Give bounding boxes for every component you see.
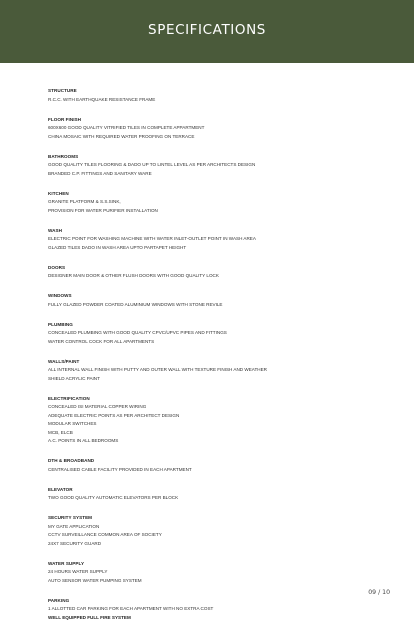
spec-line: A.C. POINTS IN ALL BEDROOMS (48, 438, 119, 443)
spec-line: ELECTRIC POINT FOR WASHING MACHINE WITH WATER INLET-OUTLET POINT IN WASH AREA (48, 236, 256, 242)
spec-section-elevator (48, 486, 378, 503)
spec-section-doors (48, 264, 378, 281)
spec-line: 24X7 SECURITY GUARD (48, 540, 102, 546)
section-title: DOORS (48, 264, 66, 270)
spec-line: ALL INTERNAL WALL FINISH WITH PUTTY AND OUTER WALL WITH TEXTURE FINISH AND WEATHER (48, 367, 267, 373)
spec-line: MY GATE APPLICATION (48, 523, 100, 529)
spec-line: R.C.C. WITH EARTHQUAKE RESISTANCE FRAME (48, 96, 156, 102)
section-title: DTH & BROADBAND (48, 458, 95, 463)
spec-line: ADEQUATE ELECTRIC POINTS AS PER ARCHITECT DESIGN (48, 412, 180, 418)
section-title: ELEVATOR (48, 486, 73, 492)
section-title: ELECTRIFICATION (48, 395, 90, 401)
spec-line: TWO GOOD QUALITY AUTOMATIC ELEVATORS PER BLOCK (48, 495, 179, 501)
spec-line: CENTRALISED CABLE FACILITY PROVIDED IN EACH APARTMENT (48, 466, 192, 472)
spec-line: GRANITE PLATFORM & S.S.SINK, (48, 199, 121, 205)
spec-section-structure (48, 87, 378, 104)
spec-line: GLAZED TILES DADO IN WASH AREA UPTO PARTAPET HEIGHT (48, 244, 187, 250)
spec-line: MODULAR SWITCHES (48, 421, 97, 427)
spec-section-electrification (48, 395, 378, 446)
spec-section-wash (48, 227, 378, 252)
spec-section-bathrooms (48, 153, 378, 178)
page-title: SPECIFICATIONS (148, 22, 266, 38)
section-title: BATHROOMS (48, 153, 79, 159)
spec-line: 24 HOURS WATER SUPPLY (48, 569, 108, 575)
section-title: WALLS/PAINT (48, 358, 80, 364)
spec-line: AUTO SENSOR WATER PUMPING SYSTEM (48, 577, 142, 583)
spec-line: BRANDED C.P. FITTINGS AND SANITARY WARE (48, 170, 152, 176)
spec-section-plumbing (48, 321, 378, 346)
spec-section-kitchen (48, 190, 378, 215)
spec-line: WATER CONTROL COCK FOR ALL APARTMENTS (48, 338, 155, 344)
page-number: 09 / 10 (368, 589, 390, 596)
spec-line: MCB, ELCB (48, 429, 73, 435)
specifications-list (48, 87, 378, 634)
spec-line: GOOD QUALITY TILES FLOORING & DADO UP TO LINTEL LEVEL AS PER ARCHITECTS DESIGN (48, 162, 256, 168)
section-title: WATER SUPPLY (48, 560, 85, 566)
section-title: SECURITY SYSTEM (48, 515, 93, 521)
spec-section-security (48, 514, 378, 548)
spec-section-floor-finish (48, 116, 378, 141)
spec-line: CCTV SURVEILLANCE COMMON AREA OF SOCIETY (48, 532, 162, 538)
spec-section-windows (48, 292, 378, 309)
spec-line: CHINA MOSAIC WITH REQUIRED WATER PROOFING ON TERRACE (48, 133, 195, 139)
spec-line: PROVISION FOR WATER PURIFIER INSTALLATION (48, 207, 158, 213)
fire-system-line: WELL EQUIPPED FULL FIRE SYSTEM (48, 614, 131, 620)
section-title: KITCHEN (48, 190, 69, 196)
section-title: PLUMBING (48, 321, 73, 327)
section-title: STRUCTURE (48, 88, 77, 93)
section-title: FLOOR FINISH (48, 116, 82, 122)
spec-line: CONCEALED PLUMBING WITH GOOD QUALITY CPVC/UPVC PIPES AND FITTINGS (48, 330, 227, 336)
section-title: WINDOWS (48, 293, 72, 299)
spec-section-parking (48, 597, 378, 622)
spec-section-water-supply (48, 560, 378, 585)
spec-section-walls-paint (48, 358, 378, 383)
header-banner (0, 0, 414, 63)
spec-line: FULLY GLAZED POWDER COATED ALUMINIUM WINDOWS WITH STONE REVILE (48, 301, 223, 307)
spec-line: 1 ALLOTTED CAR PARKING FOR EACH APARTMENT WITH NO EXTRA COST (48, 606, 214, 612)
spec-line: DESIGNER MAIN DOOR & OTHER FLUSH DOORS WITH GOOD QUALITY LOCK (48, 273, 219, 279)
spec-line: CONCEALED ISI MATERIAL COPPER WIRING (48, 404, 147, 410)
section-title: PARKING (48, 597, 70, 603)
spec-line: 600X600 GOOD QUALITY VITRIFIED TILES IN COMPLETE APPARTMENT (48, 125, 205, 131)
section-title: WASH (48, 227, 62, 233)
spec-section-dth-broadband (48, 457, 378, 474)
spec-line: SHIELD ACRYLIC PAINT (48, 375, 100, 381)
